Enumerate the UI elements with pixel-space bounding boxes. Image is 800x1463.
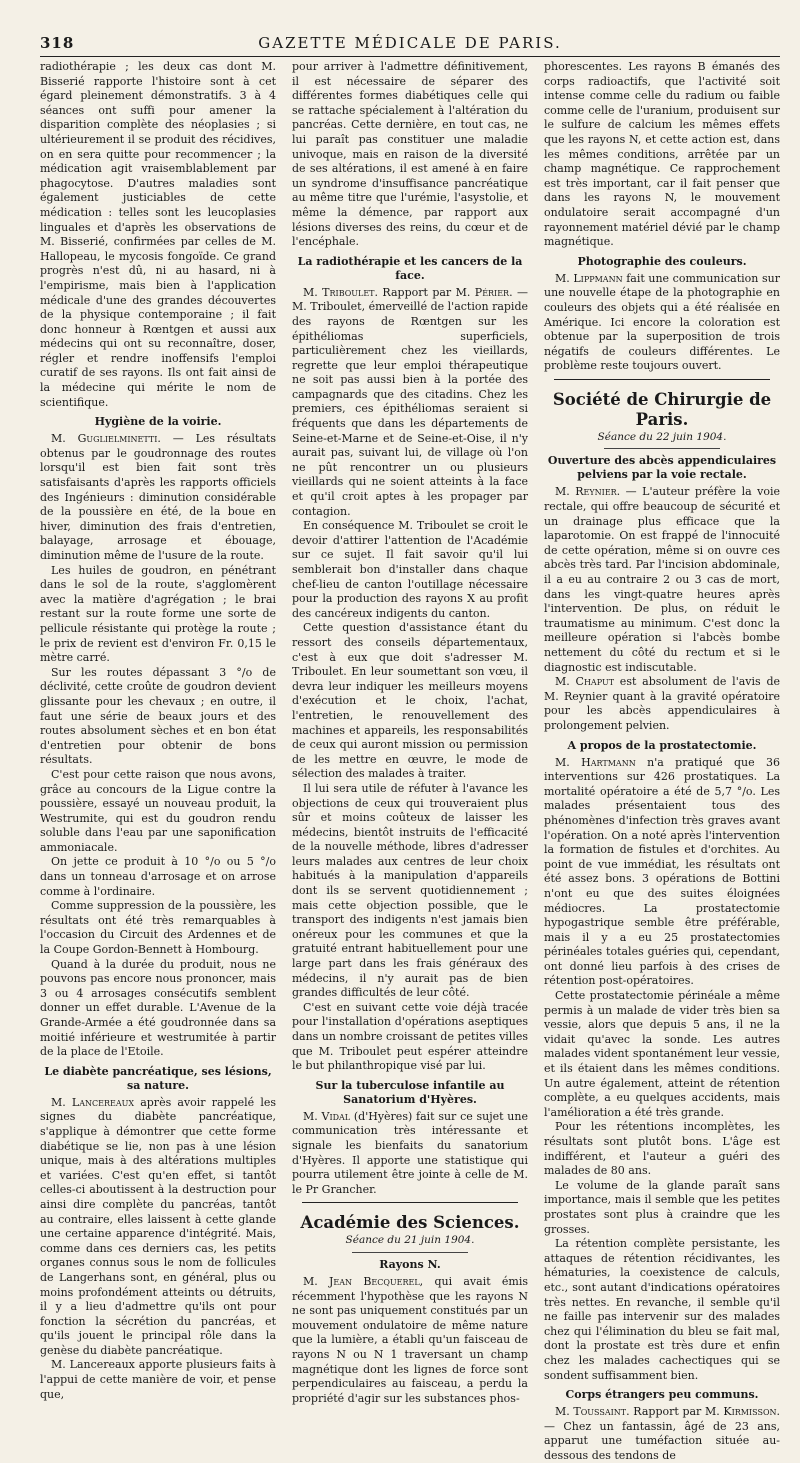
society-title: Société de Chirurgie de Paris. — [552, 389, 772, 429]
paragraph: C'est pour cette raison que nous avons, grâce au concours de la Ligue contre la poussière, essayé un nouveau produit, la Westrumite, qui est du goudron rendu soluble dans l'eau par une saponification ammoniacale. — [40, 767, 276, 854]
section-heading: Ouverture des abcès appendiculaires pelviens par la voie rectale. — [547, 454, 777, 482]
paragraph: Quand à la durée du produit, nous ne pouvons pas encore nous prononcer, mais 3 ou 4 arrosages consécutifs semblent donner un effet durable. L'Avenue de la Grande-Armée a été goudronnée dans sa moitié inférieure et westrumitée à partir de la place de l'Etoile. — [40, 957, 276, 1059]
section-heading: Le diabète pancréatique, ses lésions, sa nature. — [44, 1064, 272, 1092]
section-heading: Sur la tuberculose infantile au Sanatorium d'Hyères. — [315, 1078, 505, 1106]
paragraph: Cette prostatectomie périnéale a même permis à un malade de vider très bien sa vessie, alors que depuis 5 ans, il ne la vidait qu'avec la sonde. Les autres malades vident spontanément leur vessie, et ils étaient dans les mêmes conditions. Un autre également, atteint de rétention complète, a eu quelques accidents, mais l'amélioration a été très grande. — [544, 989, 780, 1119]
paragraph: Les huiles de goudron, en pénétrant dans le sol de la route, s'agglomèrent avec la matière d'agrégation ; le brai restant sur la route forme une sorte de pellicule résistante qui protège la route ; le prix de revient est d'environ Fr. 0,15 le mètre carré. — [40, 563, 276, 665]
author-name: M. Périer. — [455, 285, 513, 299]
session-date: Séance du 22 juin 1904. — [597, 430, 727, 443]
section-rule — [302, 1202, 518, 1203]
session-date: Séance du 21 juin 1904. — [345, 1234, 475, 1247]
paragraph: M. Vidal (d'Hyères) fait sur ce sujet une communication très intéressante et signale les bienfaits du sanatorium d'Hyères. Il apporte une statistique qui pourra utilement être jointe à celle de M. le Pr Grancher. — [292, 1109, 528, 1196]
author-name: M. Guglielminetti. — [51, 432, 161, 446]
section-heading: La radiothérapie et les cancers de la face. — [297, 254, 523, 282]
paragraph: Il lui sera utile de réfuter à l'avance les objections de ceux qui trouveraient plus sûr et moins coûteux de laisser les médecins, bientôt instruits de l'efficacité de la nouvelle méthode, libres d'adresser leurs malades aux centres de leur choix habitués à la manipulation d'appareils dont ils se servent quotidiennement ; mais cette objection possible, que le transport des indigents n'est jamais bien onéreux pour les communes et que la gratuité entrant habituellement pour une large part dans les frais généraux des médecins, il n'y aurait pas de bien grandes difficultés de leur côté. — [292, 781, 528, 1000]
paragraph: Cette question d'assistance étant du ressort des conseils départementaux, c'est à eux que doit s'adresser M. Triboulet. En leur soumettant son vœu, il devra leur indiquer les meilleurs moyens d'exécution et le choix, l'achat, l'entretien, le renouvellement des machines et appareils, les responsabilités de ceux qui auront mission ou permission de les mettre en œuvre, le mode de sélection des malades à traiter. — [292, 621, 528, 781]
paragraph: radiothérapie ; les deux cas dont M. Bisserié rapporte l'histoire sont à cet égard pleinement démonstratifs. 3 à 4 séances ont suffi pour amener la disparition complète des néoplasies ; si ultérieurement il se produit des récidives, on en sera quitte pour recommencer ; la médication agit vraisemblablement par phagocytose. D'autres maladies sont également justiciables de cette médication : telles sont les leucoplasies linguales et d'après les observations de M. Bisserié, confirmées par celles de M. Hallopeau, le mycosis fongoïde. Ce grand progrès n'est dû, ni au hasard, ni à l'empirisme, mais bien à l'application médicale d'une des grandes découvertes de la physique contemporaine ; il fait donc honneur à Rœntgen et aussi aux médecins qui ont su reconnaître, doser, régler et rendre inoffensifs l'emploi curatif de ses rayons. Ils ont fait ainsi de la médecine qui mérite le nom de scientifique. — [40, 60, 276, 409]
paragraph: Sur les routes dépassant 3 °/o de déclivité, cette croûte de goudron devient glissante pour les chevaux ; en outre, il faut une série de beaux jours et des routes absolument sèches et en bon état d'entretien pour obtenir de bons résultats. — [40, 665, 276, 767]
paragraph: On jette ce produit à 10 °/o ou 5 °/o dans un tonneau d'arrosage et on arrose comme à l'ordinaire. — [40, 855, 276, 898]
paragraph: C'est en suivant cette voie déjà tracée pour l'installation d'opérations aseptiques dans un nombre croissant de petites villes que M. Triboulet peut espérer atteindre le but philanthropique visé par lui. — [292, 1000, 528, 1073]
author-name: M. Lancereaux — [51, 1095, 135, 1109]
paragraph: M. Lancereaux après avoir rappelé les signes du diabète pancréatique, s'applique à démontrer que cette forme diabétique se lie, non pas à une lésion unique, mais à des altérations multiples et variées. C'est qu'en effet, si tantôt celles-ci aboutissent à la destruction pour ainsi dire complète du pancréas, tantôt au contraire, elles laissent à cette glande une certaine apparence d'intégrité. Mais, comme dans ces derniers cas, les petits organes connus sous le nom de follicules de Langerhans sont, en général, plus ou moins profondément atteints ou détruits, il y a lieu d'admettre qu'ils ont pour fonction la sécrétion du pancréas, et qu'ils jouent le principal rôle dans la genèse du diabète pancréatique. — [40, 1095, 276, 1357]
column-left — [40, 60, 276, 1401]
paragraph: M. Jean Becquerel, qui avait émis récemment l'hypothèse que les rayons N ne sont pas uniquement constitués par un mouvement ondulatoire de même nature que la lumière, a établi qu'un faisceau de rayons N ou N 1 traversant un champ magnétique dont les lignes de force sont perpendiculaires au faisceau, a perdu la propriété d'agir sur les substances phos- — [292, 1274, 529, 1405]
page-number: 318 — [40, 34, 75, 52]
author-name: M. Hartmann — [555, 755, 636, 769]
paragraph: pour arriver à l'admettre définitivement, il est nécessaire de séparer des différentes formes diabétiques celle qui se rattache spécialement à l'altération du pancréas. Cette dernière, en tout cas, ne lui paraît pas constituer une maladie univoque, mais en raison de la diversité de ses altérations, il est amené à en faire un syndrome d'insuffisance pancréatique au même titre que l'urémie, l'asystolie, et même la démence, par rapport aux lésions diverses des reins, du cœur et de l'encéphale. — [292, 60, 528, 249]
section-heading: Photographie des couleurs. — [577, 254, 747, 268]
section-heading: A propos de la prostatectomie. — [567, 738, 757, 752]
paragraph: M. Reynier. — L'auteur préfère la voie rectale, qui offre beaucoup de sécurité et un drainage plus efficace que la laparotomie. On est frappé de l'innocuité de cette opération, même si on ouvre ces abcès très tard. Par l'incision abdominale, il a eu au contraire 2 ou 3 cas de mort, dans les vingt-quatre heures après l'intervention. De plus, on réduit le traumatisme au minimum. C'est donc la meilleure opération si l'abcès bombe nettement du côté du rectum et si le diagnostic est indiscutable. — [544, 485, 781, 674]
paragraph: M. Lancereaux apporte plusieurs faits à l'appui de cette manière de voir, et pense que, — [40, 1358, 276, 1401]
column-right — [544, 60, 781, 1462]
page-header — [40, 34, 780, 57]
paragraph: phorescentes. Les rayons B émanés des corps radioactifs, que l'activité soit intense comme celle du radium ou faible comme celle de l'uranium, produisent sur le sulfure de calcium les mêmes effets que les rayons N, et cette action est, dans les mêmes conditions, arrêtée par un champ magnétique. Ce rapprochement est très important, car il fait penser que dans les rayons N, le mouvement ondulatoire serait accompagné d'un rayonnement matériel dévié par le champ magnétique. — [544, 60, 780, 249]
column-middle — [292, 60, 529, 1405]
author-name: M. Triboulet. — [303, 285, 379, 299]
paragraph: Pour les rétentions incomplètes, les résultats sont plutôt bons. L'âge est indifférent, et l'auteur a guéri des malades de 80 ans. — [544, 1120, 780, 1178]
author-name: M. Chaput — [555, 675, 615, 689]
paragraph: En conséquence M. Triboulet se croit le devoir d'attirer l'attention de l'Académie sur ce sujet. Il fait savoir qu'il lui semblerait bon d'installer dans chaque chef-lieu de canton l'outillage nécessaire pour la production des rayons X au profit des cancéreux indigents du canton. — [292, 519, 528, 620]
journal-title: GAZETTE MÉDICALE DE PARIS. — [258, 34, 562, 52]
paragraph: M. Hartmann n'a pratiqué que 36 interventions sur 426 prostatiques. La mortalité opératoire a été de 5,7 °/o. Les malades présentaient tous des phénomènes d'infection très graves avant l'opération. On a noté après l'intervention la formation de fistules et d'orchites. Au point de vue immédiat, les résultats ont été assez bons. 3 opérations de Bottini n'ont eu que des suites éloignées médiocres. La prostatectomie hypogastrique semble être préférable, mais il y a eu 25 prostatectomies périnéales totales guéries qui, cependant, ont donné lieu parfois à des crises de rétention post-opératoires. — [544, 755, 780, 988]
author-name: M. Lippmann — [555, 271, 623, 285]
divider — [604, 448, 720, 449]
author-name: M. Toussaint. — [555, 1405, 630, 1419]
section-heading: Hygiène de la voirie. — [94, 415, 222, 429]
section-heading: Rayons N. — [379, 1257, 441, 1271]
author-name: M. Vidal — [303, 1109, 351, 1123]
paragraph: M. Lippmann fait une communication sur une nouvelle étape de la photographie en couleurs des objets qui a été réalisée en Amérique. Ici encore la coloration est obtenue par la superposition de trois négatifs de couleurs différentes. Le problème reste toujours ouvert. — [544, 271, 780, 373]
section-heading: Corps étrangers peu communs. — [565, 1388, 759, 1402]
paragraph: M. Chaput est absolument de l'avis de M. Reynier quant à la gravité opératoire pour les abcès appendiculaires à prolongement pelvien. — [544, 675, 780, 732]
author-name: M. Kirmisson. — [704, 1405, 781, 1419]
paragraph: M. Guglielminetti. — Les résultats obtenus par le goudronnage des routes lorsqu'il est bien fait sont très satisfaisants d'après les rapports officiels des Ingénieurs : diminution considérable de la poussière en été, de la boue en hiver, diminution des frais d'entretien, balayage, arrosage et ébouage, diminution même de l'usure de la route. — [40, 432, 276, 562]
paragraph: Comme suppression de la poussière, les résultats ont été très remarquables à l'occasion du Circuit des Ardennes et de la Coupe Gordon-Bennett à Hombourg. — [40, 899, 276, 957]
section-rule — [554, 379, 770, 380]
paragraph: M. Triboulet. Rapport par M. Périer. — M. Triboulet, émerveillé de l'action rapide des rayons de Rœntgen sur les épithéliomas superficiels, particulièrement chez les vieillards, regrette que leur emploi thérapeutique ne soit pas aussi bien à la portée des campagnards que des citadins. Chez les premiers, ces épithéliomas seraient si fréquents que dans les départements de Seine-et-Marne et de Seine-et-Oise, il n'y aurait pas, suivant lui, de village où l'on ne pût rencontrer un ou plusieurs vieillards qui ne soient atteints à la face et qu'il croit aptes à les propager par contagion. — [292, 285, 528, 518]
author-name: M. Reynier. — [555, 485, 621, 499]
paragraph: Le volume de la glande paraît sans importance, mais il semble que les petites prostates sont plus à craindre que les grosses. — [544, 1178, 780, 1236]
society-title: Académie des Sciences. — [300, 1213, 520, 1233]
paragraph: M. Toussaint. Rapport par M. Kirmisson. — Chez un fantassin, âgé de 23 ans, apparut une tuméfaction située au-dessous des tendons de — [544, 1405, 781, 1462]
divider — [352, 1252, 468, 1253]
paragraph: La rétention complète persistante, les attaques de rétention récidivantes, les hématuries, la coexistence de calculs, etc., sont autant d'indications opératoires très nettes. En revanche, il semble qu'il ne faille pas intervenir sur des malades chez qui l'élimination du bleu se fait mal, dont la prostate est très dure et enfin chez les malades cachectiques qui se sondent suffisamment bien. — [544, 1237, 780, 1382]
author-name: M. Jean Becquerel, — [303, 1274, 424, 1288]
